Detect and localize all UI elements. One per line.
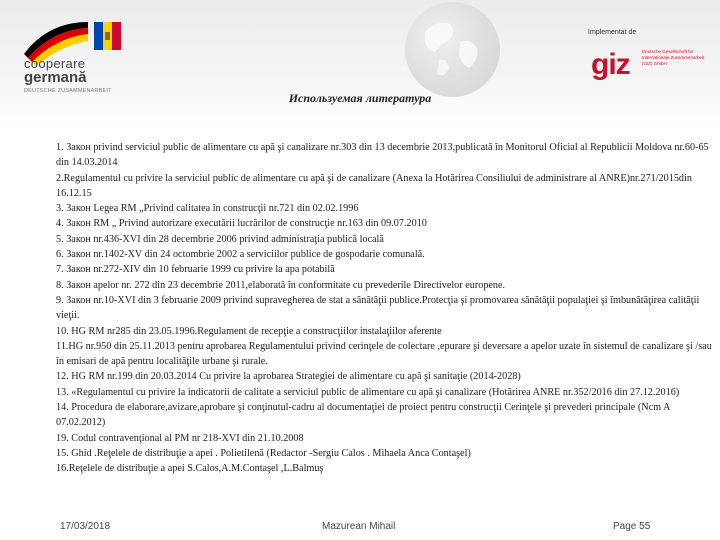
reference-item: 16.Reţelele de distribuţie a apei S.Calos,A.M.Contaşel ,L.Balmuş <box>56 463 324 475</box>
reference-item: 7. Закон nr.272-XIV din 10 februarie 1999 cu privire la apa potabilă <box>56 264 335 276</box>
giz-logo-text: Deutsche Gesellschaft für Internationale Zusammenarbeit (GIZ) GmbH <box>642 49 705 66</box>
footer-author: Mazurean Mihail <box>322 521 396 532</box>
logo-text-cooperare: cooperare <box>24 56 86 71</box>
giz-logo: giz <box>591 48 630 81</box>
logo-subtext: DEUTSCHE ZUSAMMENARBEIT <box>24 88 112 94</box>
reference-item: 4. Закон RM „ Privind autorizare executării lucrărilor de construcţie nr.163 din 09.07.2010 <box>56 218 427 230</box>
reference-item: 19. Codul contravenţional al PM nr 218-XVI din 21.10.2008 <box>56 432 304 444</box>
reference-item: 11.HG nr.950 din 25.11.2013 pentru aprobarea Regulamentului privind cerinţele de colectare ,epurare şi deversare a apelor uzate în sistemul de canalizare şi /sau în emisari de apă pentru localităţile urbane şi rurale. <box>56 340 712 368</box>
reference-item: 15. Ghid .Reţelele de distribuţie a apei . Polietilenă (Redactor -Sergiu Calos . Mihaela Anca Contaşel) <box>56 447 471 459</box>
references-list <box>56 140 712 477</box>
reference-item: 12. HG RM nr.199 din 20.03.2014 Cu privire la aprobarea Strategiei de alimentare cu apă şi sanitaţie (2014-2028) <box>56 371 521 383</box>
reference-item: 5. Закон nr.436-XVI din 28 decembrie 2006 privind administraţia publică locală <box>56 233 384 245</box>
reference-item: 8. Закон apelor nr. 272 din 23 decembrie 2011,elaborată în conformitate cu prevederile Directivelor europene. <box>56 279 506 291</box>
reference-item: 13. «Regulamentul cu privire la indicatorii de calitate a serviciul public de alimentare cu apă şi canalizare (Hotărirea ANRE nr.352/2016 din 27.12.2016) <box>56 386 680 398</box>
reference-item: 14. Procedura de elaborare,avizare,aprobare şi conţinutul-cadru al documentaţiei de proiect pentru construcţii Cerinţele şi prevederi principale (Ncm A 07.02.2012) <box>56 402 670 429</box>
footer-date: 17/03/2018 <box>60 521 111 532</box>
reference-item: 6. Закон nr.1402-XV din 24 octombrie 2002 a serviciilor publice de gospodarie comunală. <box>56 249 425 261</box>
reference-item: 2.Regulamentul cu privire la serviciul public de alimentare cu apă şi de canalizare (Anexa la Hotărirea Consiliului de administrare al ANRE)nr.271/2015din 16.12.15 <box>56 172 692 199</box>
globe-graphic <box>405 2 500 97</box>
globe-continents-icon <box>405 2 500 97</box>
reference-item: 9. Закон nr.10-XVI din 3 februarie 2009 privind supravegherea de stat a sănătăţii publice.Protecţia şi promovarea sănătăţii populaţiei şi îmbunătăţirea calităţii vieţii. <box>56 294 700 322</box>
implemented-by-label: Implementat de <box>588 29 637 36</box>
reference-item: 1. Закон privind serviciul public de alimentare cu apă şi canalizare nr.303 din 13 decembrie 2013,publicată în Monitorul Oficial al Republicii Moldova nr.60-65 din 14.03.2014 <box>56 142 709 169</box>
reference-item: 10. HG RM nr285 din 23.05.1996.Regulament de recepţie a construcţiilor instalaţiilor aferente <box>56 325 442 337</box>
slide-title: Используемая литература <box>288 91 432 105</box>
footer-page-number: Page 55 <box>613 521 651 532</box>
reference-item: 3. Закон Legea RM „Privind calitatea în construcţii nr.721 din 02.02.1996 <box>56 203 359 215</box>
logo-text-germana: germană <box>24 69 87 86</box>
